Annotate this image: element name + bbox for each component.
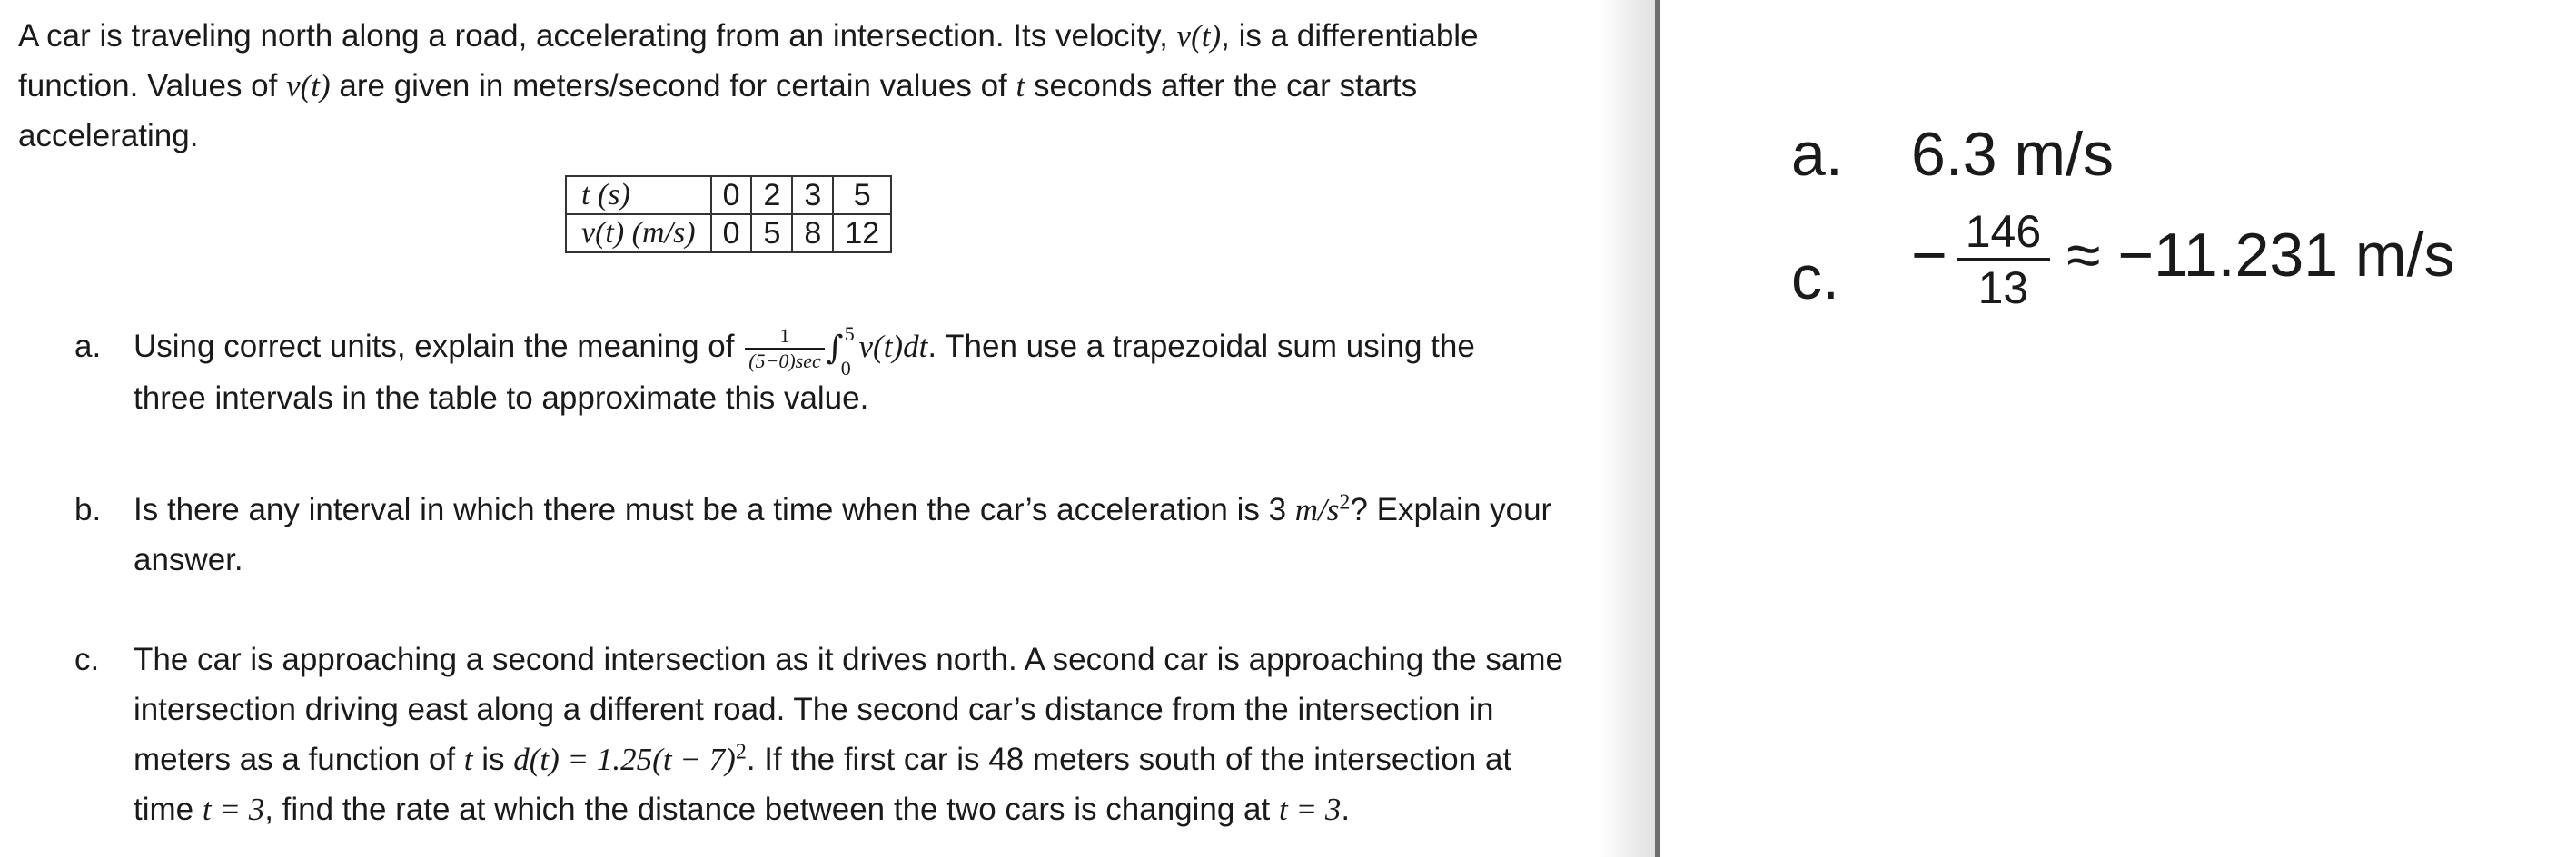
part-c-line-1: The car is approaching a second intersection as it drives north. A second car is approaching the same bbox=[134, 642, 1563, 677]
problem-intro bbox=[18, 11, 1599, 161]
intro-line-3: accelerating. bbox=[18, 118, 199, 153]
part-c-line-3: meters as a function of t is $d(t) = 1.25(t - 7)^2$. If the first car is 48 meters south of the intersection at bbox=[134, 740, 1512, 777]
part-a-line-1: Using correct units, explain the meaning of $\frac{1}{(5-0)\sec}$ ∫ 5 0 v(t)dt. Then use a trapezoidal sum using the bbox=[134, 322, 1475, 380]
table-row-header-t: t (s) bbox=[566, 176, 711, 214]
part-a-line-2: three intervals in the table to approximate this value. bbox=[134, 380, 869, 417]
answer-c-fraction: $\frac{146}{13}$ bbox=[1957, 205, 2050, 314]
part-b-text bbox=[134, 485, 1632, 585]
fraction: $\frac{1}{(5-0)\sec}$ bbox=[745, 324, 825, 373]
part-c-text bbox=[134, 635, 1632, 834]
page-edge-shadow bbox=[1599, 0, 1655, 857]
integral-sign: ∫ 5 0 bbox=[826, 322, 855, 380]
part-c-line-2: intersection driving east along a different road. The second car’s distance from the intersection in bbox=[134, 692, 1494, 727]
answers-panel bbox=[1660, 0, 2576, 857]
table-cell: 2 bbox=[751, 176, 792, 214]
part-b-line-1: Is there any interval in which there must be a time when the car’s acceleration is 3 $m/s^2$? Explain your bbox=[134, 490, 1552, 527]
part-c-line-4: time t = 3, find the rate at which the distance between the two cars is changing at t = 3. bbox=[134, 792, 1351, 827]
part-a-label: a. bbox=[74, 329, 102, 364]
answer-c-label: c. bbox=[1791, 243, 1839, 312]
answer-a-value: 6.3 m/s bbox=[1911, 120, 2114, 189]
table-cell: 8 bbox=[792, 214, 833, 252]
table-row bbox=[566, 214, 891, 252]
answer-c-approx: ≈ −11.231 m/s bbox=[2066, 220, 2455, 290]
part-a-text bbox=[134, 321, 1632, 423]
table-row-header-v: v(t) (m/s) bbox=[566, 214, 711, 252]
table-row bbox=[566, 176, 891, 214]
part-c-label: c. bbox=[74, 642, 100, 677]
part-b-label: b. bbox=[74, 492, 102, 527]
table-cell: 5 bbox=[833, 176, 891, 214]
table-cell: 0 bbox=[711, 176, 752, 214]
minus-sign: − bbox=[1911, 220, 1947, 290]
velocity-table bbox=[565, 175, 892, 253]
table-cell: 0 bbox=[711, 214, 752, 252]
answer-a-label: a. bbox=[1791, 120, 1843, 189]
intro-line-2: function. Values of v(t) are given in meters/second for certain values of t seconds after the car starts bbox=[18, 68, 1418, 103]
part-b-line-2: answer. bbox=[134, 542, 243, 577]
answer-c-value bbox=[1911, 205, 2454, 314]
table-cell: 12 bbox=[833, 214, 891, 252]
intro-line-1: A car is traveling north along a road, accelerating from an intersection. Its velocity, v(t), is a differentiable bbox=[18, 18, 1479, 54]
table-cell: 5 bbox=[751, 214, 792, 252]
table-cell: 3 bbox=[792, 176, 833, 214]
